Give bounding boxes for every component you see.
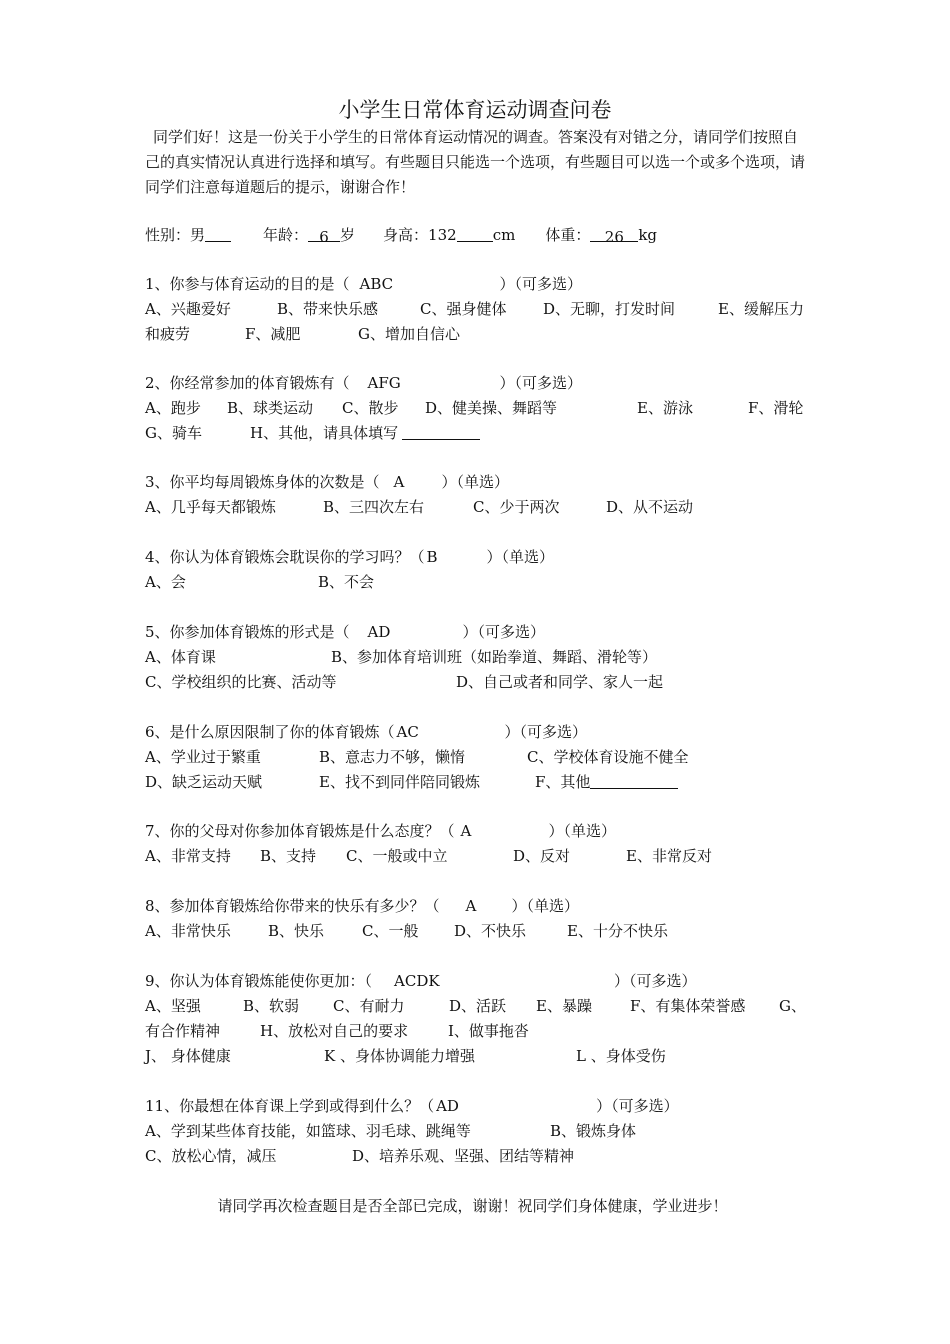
option: H、放松对自己的要求 [260, 1022, 409, 1040]
question-text: 3、你平均每周锻炼身体的次数是（ [145, 473, 380, 491]
option-label: H、其他，请具体填写 [250, 424, 399, 442]
option: A、非常支持 [145, 847, 231, 865]
option: A、跑步 [145, 399, 201, 417]
answer-field[interactable]: AFG [367, 374, 401, 392]
option: G、增加自信心 [358, 325, 460, 343]
option: F、有集体荣誉感 [630, 997, 746, 1015]
option: D、不快乐 [454, 922, 527, 940]
option: D、健美操、舞蹈等 [425, 399, 558, 417]
question-text: 8、参加体育锻炼给你带来的快乐有多少？（ [145, 897, 440, 915]
option [250, 421, 480, 446]
question-text: 5、你参加体育锻炼的形式是（ [145, 623, 350, 641]
question-hint: ）（单选） [441, 473, 510, 491]
option: A、兴趣爱好 [145, 300, 231, 318]
question-1 [145, 272, 582, 297]
option: C、学校体育设施不健全 [527, 748, 689, 766]
option: B、快乐 [268, 922, 325, 940]
option: E、暴躁 [536, 997, 592, 1015]
question-7 [145, 819, 616, 844]
height-label: 身高：132 [383, 226, 457, 244]
question-text: 2、你经常参加的体育锻炼有（ [145, 374, 350, 392]
question-5 [145, 620, 545, 645]
option: B、锻炼身体 [550, 1122, 637, 1140]
option: A、坚强 [145, 997, 201, 1015]
option: C、学校组织的比赛、活动等 [145, 673, 337, 691]
answer-field[interactable]: AD [436, 1097, 459, 1115]
option: C、散步 [342, 399, 399, 417]
question-text: 6、是什么原因限制了你的体育锻炼（ [145, 723, 395, 741]
question-3 [145, 470, 509, 495]
option: D、培养乐观、坚强、团结等精神 [352, 1147, 575, 1165]
personal-info-row [145, 223, 657, 248]
question-text: 1、你参与体育运动的目的是（ [145, 275, 350, 293]
answer-field[interactable]: A [393, 473, 405, 491]
question-hint: ）（可多选） [499, 374, 583, 392]
answer-field[interactable]: AC [396, 723, 419, 741]
gender-label: 性别：男 [145, 226, 206, 244]
height-blank[interactable] [457, 225, 493, 242]
option: D、从不运动 [606, 498, 694, 516]
option: B、不会 [318, 573, 375, 591]
question-text: 4、你认为体育锻炼会耽误你的学习吗？（ [145, 548, 425, 566]
option: L 、身体受伤 [576, 1047, 666, 1065]
question-hint: ）（单选） [548, 822, 617, 840]
question-4 [145, 545, 554, 570]
question-6 [145, 720, 587, 745]
option [535, 770, 678, 795]
option: C、一般或中立 [346, 847, 448, 865]
other-blank[interactable] [590, 772, 678, 789]
question-hint: ）（单选） [511, 897, 580, 915]
option: A、学业过于繁重 [145, 748, 261, 766]
option: C、一般 [362, 922, 419, 940]
question-hint: ）（可多选） [614, 972, 697, 990]
option: A、会 [145, 573, 186, 591]
answer-field[interactable]: AD [367, 623, 391, 641]
intro-paragraph: 同学们好！这是一份关于小学生的日常体育运动情况的调查。答案没有对错之分，请同学们按照自己的真实情况认真进行选择和填写。有些题目只能选一个选项，有些题目可以选一个或多个选项，请同学们注意每道题后的提示，谢谢合作！ [145, 128, 806, 196]
question-hint: ）（可多选） [596, 1097, 679, 1115]
age-unit: 岁 [340, 226, 356, 244]
option: C、少于两次 [473, 498, 560, 516]
option: D、反对 [513, 847, 571, 865]
option: A、几乎每天都锻炼 [145, 498, 276, 516]
option: B、支持 [260, 847, 317, 865]
option: B、参加体育培训班（如跆拳道、舞蹈、滑轮等） [331, 648, 658, 666]
option: D、缺乏运动天赋 [145, 773, 263, 791]
question-hint: ）（可多选） [504, 723, 588, 741]
answer-field[interactable]: ABC [359, 275, 394, 293]
question-text: 11、你最想在体育课上学到或得到什么？（ [145, 1097, 435, 1115]
option: B、意志力不够，懒惰 [319, 748, 466, 766]
option: G、骑车 [145, 424, 202, 442]
option: F、减肥 [245, 325, 301, 343]
question-9 [145, 969, 697, 994]
question-2 [145, 371, 582, 396]
question-8 [145, 894, 579, 919]
option: A、学到某些体育技能，如篮球、羽毛球、跳绳等 [145, 1122, 471, 1140]
option: A、非常快乐 [145, 922, 231, 940]
option: C、放松心情，减压 [145, 1147, 277, 1165]
option: K 、身体协调能力增强 [324, 1047, 475, 1065]
option: D、无聊，打发时间 [543, 300, 676, 318]
option-label: F、其他 [535, 773, 591, 791]
weight-field[interactable]: 26 [590, 225, 638, 242]
option: D、自己或者和同学、家人一起 [456, 673, 664, 691]
option: B、球类运动 [227, 399, 314, 417]
answer-field[interactable]: A [465, 897, 477, 915]
question-hint: ）（可多选） [462, 623, 546, 641]
option: E、十分不快乐 [567, 922, 668, 940]
answer-field[interactable]: ACDK [394, 972, 440, 990]
question-text: 7、你的父母对你参加体育锻炼是什么态度？（ [145, 822, 455, 840]
option: D、活跃 [449, 997, 507, 1015]
option: B、三四次左右 [323, 498, 425, 516]
answer-field[interactable]: B [426, 548, 438, 566]
option: I、做事拖沓 [448, 1022, 529, 1040]
option: E、找不到同伴陪同锻炼 [319, 773, 480, 791]
option: C、有耐力 [333, 997, 405, 1015]
option: G、 [779, 997, 806, 1015]
option: B、带来快乐感 [277, 300, 379, 318]
option: A、体育课 [145, 648, 216, 666]
option: B、软弱 [243, 997, 300, 1015]
option: 和疲劳 [145, 325, 191, 343]
answer-field[interactable]: A [460, 822, 472, 840]
question-11 [145, 1094, 679, 1119]
question-text: 9、你认为体育锻炼能使你更加：（ [145, 972, 373, 990]
weight-label: 体重： [545, 226, 591, 244]
height-unit: cm [492, 226, 516, 244]
age-field[interactable]: 6 [308, 225, 340, 242]
weight-unit: kg [638, 226, 658, 244]
question-hint: ）（可多选） [499, 275, 583, 293]
option: F、滑轮 [748, 399, 804, 417]
age-label: 年龄： [263, 226, 309, 244]
gender-blank[interactable] [205, 225, 231, 242]
page-title: 小学生日常体育运动调查问卷 [338, 98, 612, 122]
question-hint: ）（单选） [486, 548, 555, 566]
closing-note: 请同学再次检查题目是否全部已完成，谢谢！祝同学们身体健康，学业进步！ [217, 1197, 728, 1215]
option: E、缓解压力 [718, 300, 804, 318]
option: C、强身健体 [420, 300, 507, 318]
other-blank[interactable] [402, 423, 480, 440]
option: J、 身体健康 [145, 1047, 231, 1065]
option: 有合作精神 [145, 1022, 221, 1040]
option: E、游泳 [637, 399, 693, 417]
option: E、非常反对 [626, 847, 712, 865]
